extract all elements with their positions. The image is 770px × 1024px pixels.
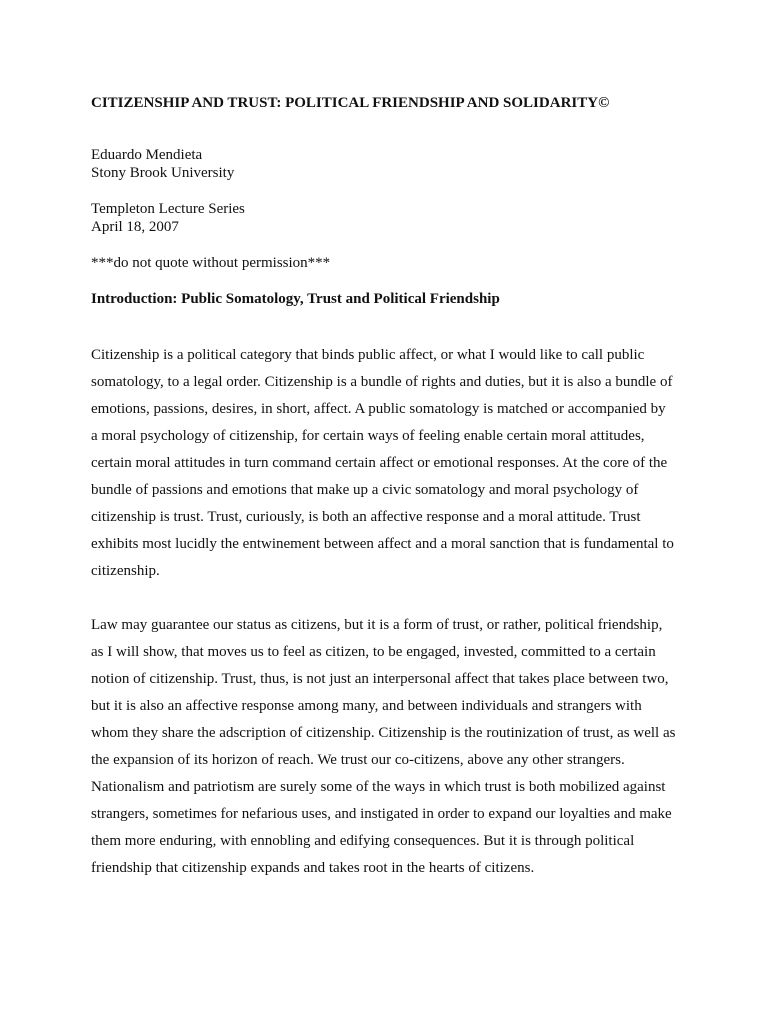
paragraph-line: whom they share the adscription of citizenship. Citizenship is the routinization of trust, as well as: [91, 725, 676, 741]
section-heading: Introduction: Public Somatology, Trust and Political Friendship: [91, 291, 500, 307]
paragraph-line: friendship that citizenship expands and takes root in the hearts of citizens.: [91, 860, 535, 876]
event-date: April 18, 2007: [91, 219, 179, 235]
paragraph-line: citizenship.: [91, 563, 160, 579]
paragraph-line: a moral psychology of citizenship, for certain ways of feeling enable certain moral attitudes,: [91, 428, 645, 444]
paragraph-line: bundle of passions and emotions that make up a civic somatology and moral psychology of: [91, 482, 639, 498]
paragraph-line: somatology, to a legal order. Citizenship is a bundle of rights and duties, but it is also a bundle of: [91, 374, 673, 390]
paragraph-line: Citizenship is a political category that binds public affect, or what I would like to call public: [91, 347, 645, 363]
paragraph-line: certain moral attitudes in turn command certain affect or emotional responses. At the core of the: [91, 455, 668, 471]
paragraph-line: as I will show, that moves us to feel as citizen, to be engaged, invested, committed to a certain: [91, 644, 656, 660]
author-affiliation: Stony Brook University: [91, 165, 235, 181]
paragraph-line: emotions, passions, desires, in short, affect. A public somatology is matched or accompanied by: [91, 401, 666, 417]
paragraph-line: strangers, sometimes for nefarious uses, and instigated in order to expand our loyalties and make: [91, 806, 672, 822]
author-block: [91, 146, 691, 182]
paragraph-line: the expansion of its horizon of reach. We trust our co-citizens, above any other strangers.: [91, 752, 625, 768]
event-block: [91, 200, 691, 236]
paragraph-line: Nationalism and patriotism are surely some of the ways in which trust is both mobilized against: [91, 779, 666, 795]
permission-notice: ***do not quote without permission***: [91, 255, 331, 271]
paragraph-line: but it is also an affective response among many, and between individuals and strangers with: [91, 698, 642, 714]
paragraph-line: citizenship is trust. Trust, curiously, is both an affective response and a moral attitude. Trust: [91, 509, 641, 525]
event-series: Templeton Lecture Series: [91, 201, 245, 217]
author-name: Eduardo Mendieta: [91, 147, 203, 163]
paragraph-line: them more enduring, with ennobling and edifying consequences. But it is through political: [91, 833, 635, 849]
paragraph-1: [91, 342, 691, 585]
document-content: [91, 94, 691, 882]
paragraph-line: exhibits most lucidly the entwinement between affect and a moral sanction that is fundamental to: [91, 536, 674, 552]
paragraph-line: Law may guarantee our status as citizens, but it is a form of trust, or rather, political friendship,: [91, 617, 663, 633]
paragraph-2: [91, 612, 691, 882]
document-title: CITIZENSHIP AND TRUST: POLITICAL FRIENDSHIP AND SOLIDARITY©: [91, 95, 610, 111]
paragraph-line: notion of citizenship. Trust, thus, is not just an interpersonal affect that takes place between two,: [91, 671, 669, 687]
